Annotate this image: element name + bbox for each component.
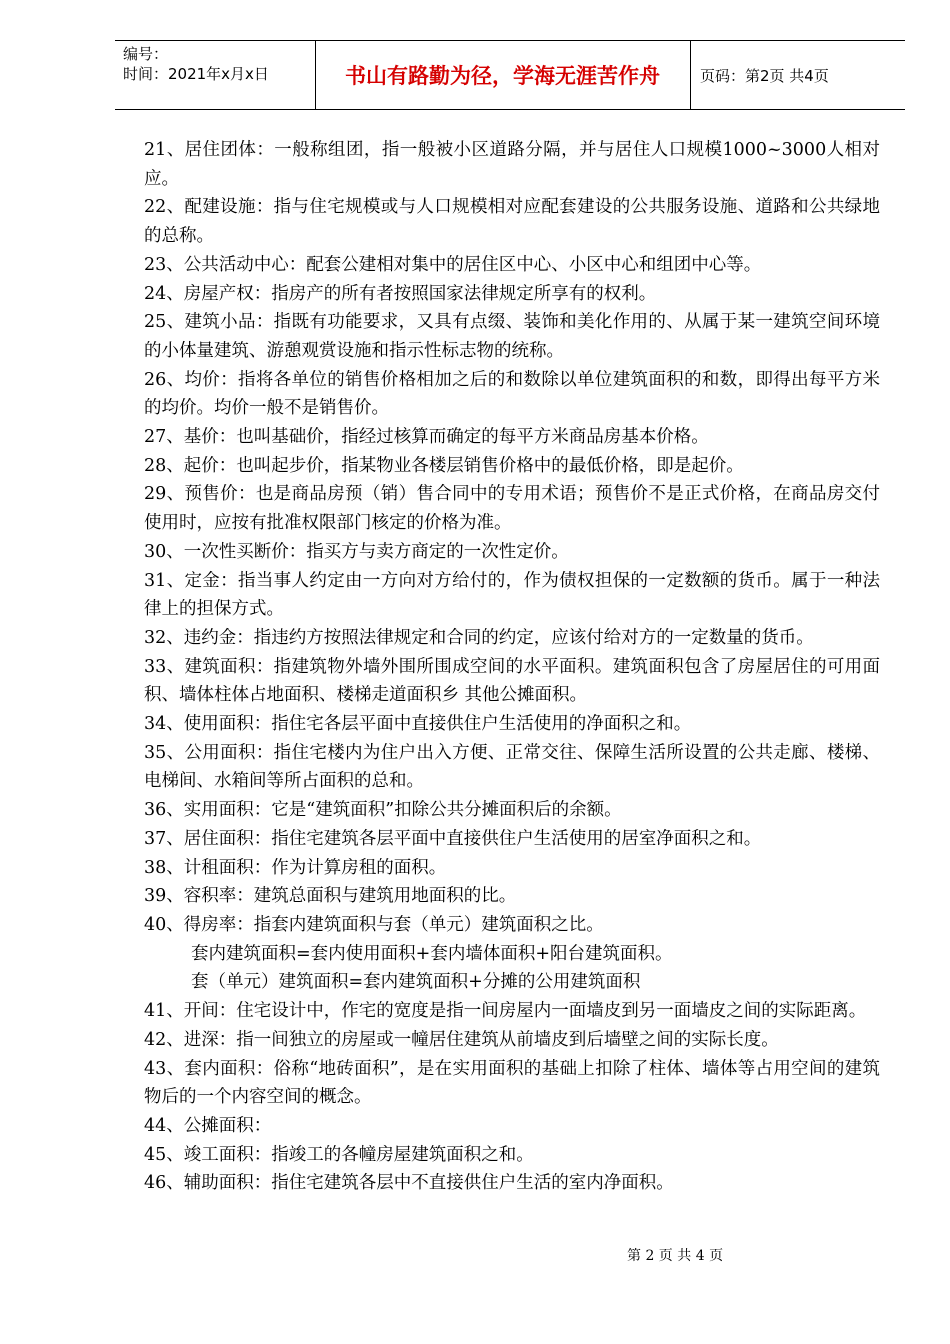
- document-number-label: 编号：: [123, 45, 169, 63]
- term-entry-32: 32、违约金：指违约方按照法律规定和合同的约定，应该付给对方的一定数量的货币。: [144, 627, 814, 648]
- header-page-number: 页码：第2页 共4页: [700, 66, 829, 85]
- term-entry-31: 31、定金：指当事人约定由一方向对方给付的，作为债权担保的一定数额的货币。属于一种法律上的担保方式。: [144, 570, 880, 620]
- term-entry-28: 28、起价：也叫起步价，指某物业各楼层销售价格中的最低价格，即是起价。: [144, 455, 744, 476]
- term-entry-44: 44、公摊面积：: [144, 1115, 272, 1136]
- term-entry-22: 22、配建设施：指与住宅规模或与人口规模相对应配套建设的公共服务设施、道路和公共绿地的总称。: [144, 197, 880, 247]
- term-entry-45: 45、竣工面积：指竣工的各幢房屋建筑面积之和。: [144, 1144, 534, 1165]
- term-entry-35: 35、公用面积：指住宅楼内为住户出入方便、正常交往、保障生活所设置的公共走廊、楼梯、电梯间、水箱间等所占面积的总和。: [144, 742, 880, 792]
- term-entry-43: 43、套内面积：俗称“地砖面积”，是在实用面积的基础上扣除了柱体、墙体等占用空间的建筑物后的一个内容空间的概念。: [144, 1058, 880, 1108]
- term-entry-26: 26、均价：指将各单位的销售价格相加之后的和数除以单位建筑面积的和数，即得出每平方米的均价。均价一般不是销售价。: [144, 369, 880, 419]
- term-entry-41: 41、开间：住宅设计中，作宅的宽度是指一间房屋内一面墙皮到另一面墙皮之间的实际距离。: [144, 1001, 867, 1022]
- term-entry-21: 21、居住团体：一般称组团，指一般被小区道路分隔，并与居住人口规模1000~3000人相对应。: [144, 140, 880, 189]
- header-divider-right: [690, 41, 691, 109]
- page-footer: 第 2 页 共 4 页: [627, 1248, 724, 1264]
- formula-line: 套内建筑面积=套内使用面积+套内墙体面积+阳台建筑面积。: [191, 943, 673, 964]
- formula-line: 套（单元）建筑面积=套内建筑面积+分摊的公用建筑面积: [191, 972, 641, 993]
- term-entry-39: 39、容积率：建筑总面积与建筑用地面积的比。: [144, 886, 517, 907]
- page-header: [115, 40, 905, 110]
- term-entry-34: 34、使用面积：指住宅各层平面中直接供住户生活使用的净面积之和。: [144, 714, 692, 735]
- term-entry-46: 46、辅助面积：指住宅建筑各层中不直接供住户生活的室内净面积。: [144, 1173, 674, 1194]
- term-entry-33: 33、建筑面积：指建筑物外墙外围所围成空间的水平面积。建筑面积包含了房屋居住的可用面积、墙体柱体占地面积、楼梯走道面积乡 其他公摊面积。: [144, 656, 880, 706]
- term-entry-30: 30、一次性买断价：指买方与卖方商定的一次性定价。: [144, 541, 569, 562]
- term-entry-24: 24、房屋产权：指房产的所有者按照国家法律规定所享有的权利。: [144, 283, 657, 304]
- term-entry-37: 37、居住面积：指住宅建筑各层平面中直接供住户生活使用的居室净面积之和。: [144, 828, 762, 849]
- header-motto: 书山有路勤为径，学海无涯苦作舟: [345, 64, 660, 88]
- header-meta: [123, 41, 313, 109]
- term-entry-42: 42、进深：指一间独立的房屋或一幢居住建筑从前墙皮到后墙壁之间的实际长度。: [144, 1029, 779, 1050]
- term-entry-29: 29、预售价：也是商品房预（销）售合同中的专用术语；预售价不是正式价格，在商品房交付使用时，应按有批准权限部门核定的价格为准。: [144, 484, 880, 534]
- term-entry-27: 27、基价：也叫基础价，指经过核算而确定的每平方米商品房基本价格。: [144, 427, 709, 448]
- term-entry-36: 36、实用面积：它是“建筑面积”扣除公共分摊面积后的余额。: [144, 800, 622, 821]
- document-time-label: 时间：2021年x月x日: [123, 65, 269, 83]
- term-entry-23: 23、公共活动中心：配套公建相对集中的居住区中心、小区中心和组团中心等。: [144, 254, 762, 275]
- term-entry-40: 40、得房率：指套内建筑面积与套（单元）建筑面积之比。: [144, 914, 604, 935]
- term-entry-25: 25、建筑小品：指既有功能要求，又具有点缀、装饰和美化作用的、从属于某一建筑空间环境的小体量建筑、游憩观赏设施和指示性标志物的统称。: [144, 312, 880, 361]
- document-body: [144, 136, 880, 1198]
- term-entry-38: 38、计租面积：作为计算房租的面积。: [144, 857, 447, 878]
